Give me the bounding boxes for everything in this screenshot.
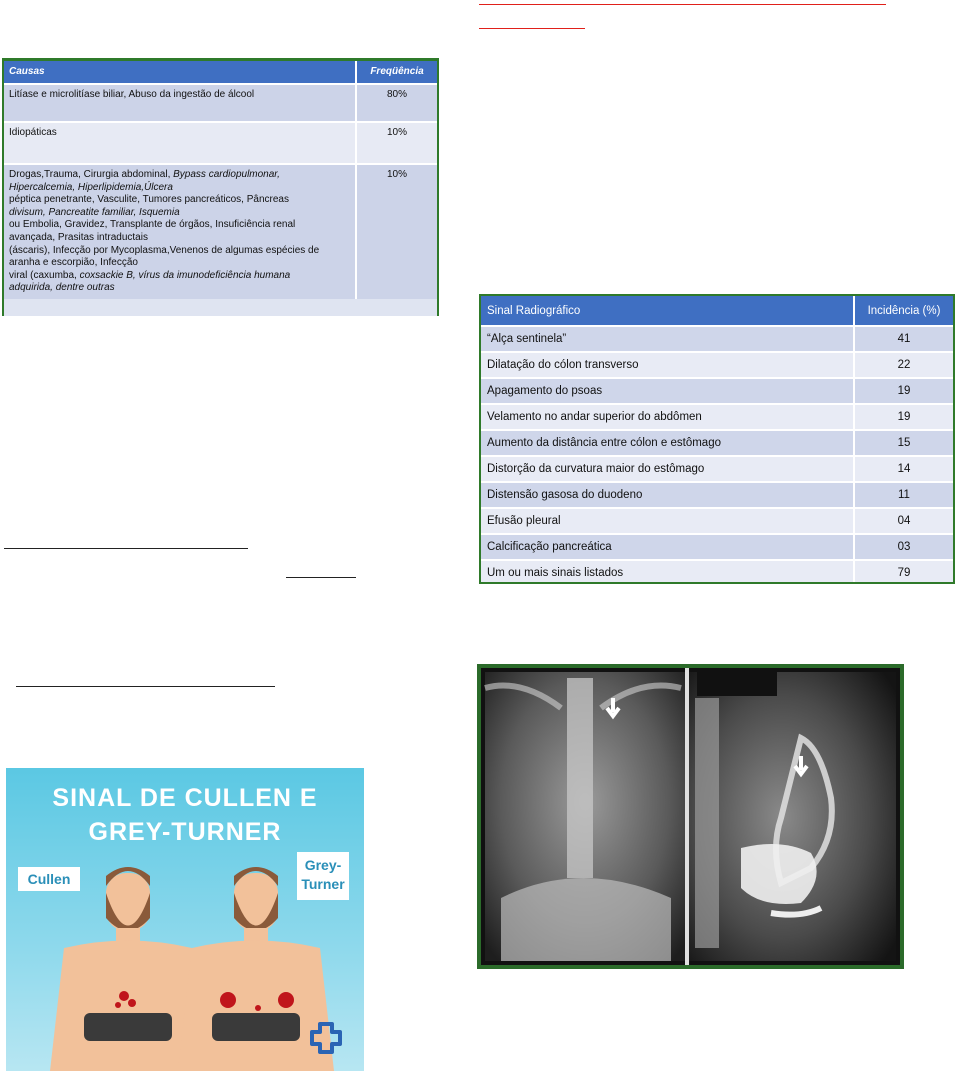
sign-cell: Calcificação pancreática <box>481 534 854 560</box>
cause-line: avançada, Prasitas intraductais <box>9 231 148 243</box>
causes-table <box>2 58 439 316</box>
xray-left-panel <box>485 672 685 961</box>
incidence-cell: 03 <box>854 534 953 560</box>
cause-line: Drogas,Trauma, Cirurgia abdominal, Bypass cardiopulmonar, <box>9 169 280 180</box>
table-row <box>4 122 437 164</box>
header-incidencia: Incidência (%) <box>854 296 953 326</box>
xray-right-panel <box>689 672 896 961</box>
table-row <box>481 534 953 560</box>
sign-cell: “Alça sentinela” <box>481 326 854 352</box>
sign-cell: Um ou mais sinais listados <box>481 560 854 584</box>
frequency-cell: 10% <box>356 122 437 164</box>
illustration-title-line1: SINAL DE CULLEN E <box>52 784 318 812</box>
incidence-cell: 19 <box>854 378 953 404</box>
table-row <box>481 352 953 378</box>
table-row <box>481 430 953 456</box>
cause-line: divisum, Pancreatite familiar, Isquemia <box>9 206 180 218</box>
incidence-cell: 04 <box>854 508 953 534</box>
header-frequencia: Freqüência <box>356 61 437 84</box>
xray-svg <box>481 668 900 965</box>
red-underline-short <box>479 28 585 29</box>
incidence-cell: 79 <box>854 560 953 584</box>
black-underline-3 <box>16 686 275 687</box>
cause-cell: Litíase e microlitíase biliar, Abuso da ingestão de álcool <box>4 84 356 122</box>
header-causas: Causas <box>4 61 356 84</box>
table-row <box>481 560 953 584</box>
table-row <box>4 164 437 299</box>
radiographic-signs-table <box>479 294 955 584</box>
xray-images <box>477 664 904 969</box>
cause-line: (áscaris), Infecção por Mycoplasma,Venenos de algumas espécies de <box>9 244 320 256</box>
black-underline-2 <box>286 577 356 578</box>
cullen-grey-turner-illustration <box>6 768 364 1071</box>
frequency-cell: 80% <box>356 84 437 122</box>
cause-cell-long <box>4 164 356 299</box>
incidence-cell: 14 <box>854 456 953 482</box>
table-row <box>481 378 953 404</box>
cause-line: viral (caxumba, coxsackie B, vírus da imunodeficiência humana <box>9 269 291 281</box>
cause-line: aranha e escorpião, Infecção <box>9 257 138 269</box>
sign-cell: Efusão pleural <box>481 508 854 534</box>
sign-cell: Aumento da distância entre cólon e estômago <box>481 430 854 456</box>
table-row <box>4 84 437 122</box>
figures-svg <box>6 768 364 1071</box>
label-cullen: Cullen <box>18 867 80 891</box>
sign-cell: Distorção da curvatura maior do estômago <box>481 456 854 482</box>
table-row <box>481 508 953 534</box>
incidence-cell: 15 <box>854 430 953 456</box>
table-row <box>481 404 953 430</box>
table-row <box>481 482 953 508</box>
header-sinal-radiografico: Sinal Radiográfico <box>481 296 854 326</box>
incidence-cell: 22 <box>854 352 953 378</box>
cause-line: péptica penetrante, Vasculite, Tumores pancreáticos, Pâncreas <box>9 194 289 206</box>
sign-cell: Apagamento do psoas <box>481 378 854 404</box>
black-underline-1 <box>4 548 248 549</box>
sign-cell: Dilatação do cólon transverso <box>481 352 854 378</box>
frequency-cell: 10% <box>356 164 437 299</box>
incidence-cell: 19 <box>854 404 953 430</box>
cause-cell: Idiopáticas <box>4 122 356 164</box>
table-row <box>481 326 953 352</box>
sign-cell: Velamento no andar superior do abdômen <box>481 404 854 430</box>
incidence-cell: 41 <box>854 326 953 352</box>
sign-cell: Distensão gasosa do duodeno <box>481 482 854 508</box>
illustration-title-line2: GREY-TURNER <box>88 818 282 846</box>
cause-line: adquirida, dentre outras <box>9 282 115 294</box>
incidence-cell: 11 <box>854 482 953 508</box>
table-row <box>481 456 953 482</box>
cause-line: Hipercalcemia, Hiperlipidemia,Úlcera <box>9 181 173 193</box>
red-underline-long <box>479 4 886 5</box>
label-grey-turner: Grey- Turner <box>297 852 349 900</box>
cause-line: ou Embolia, Gravidez, Transplante de órgãos, Insuficiência renal <box>9 219 296 231</box>
